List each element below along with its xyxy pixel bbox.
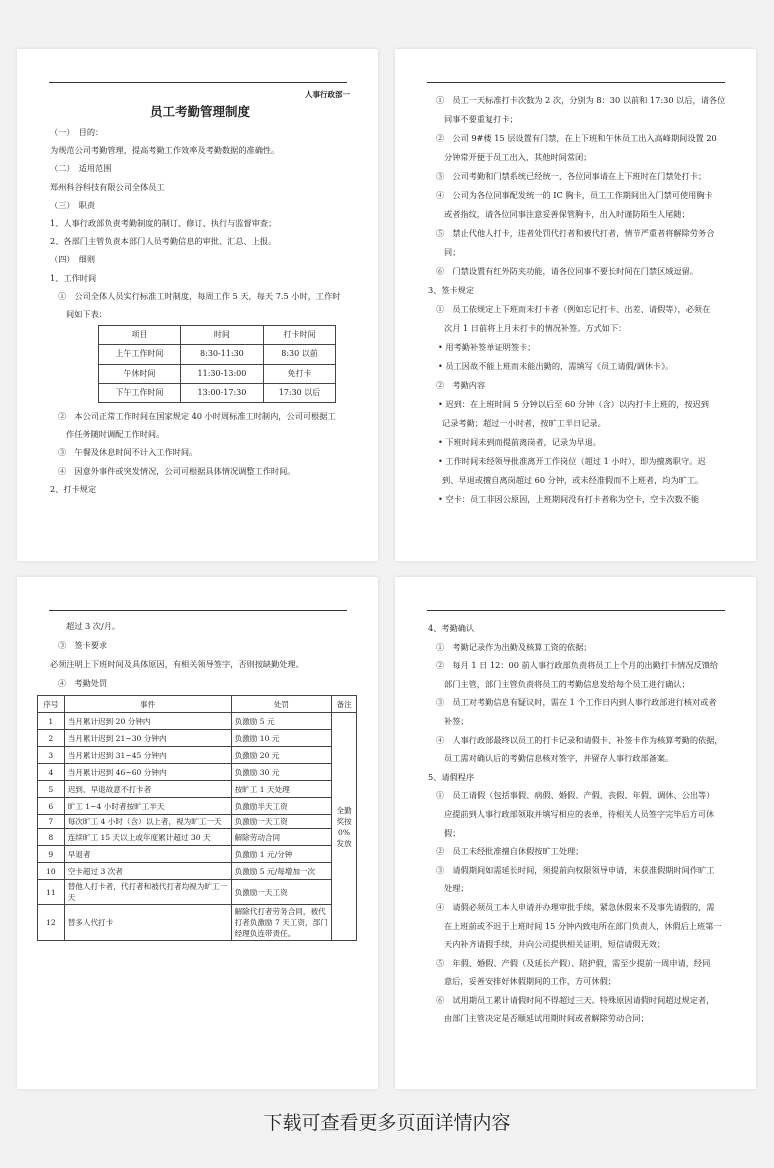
- document-page-2: [395, 49, 756, 561]
- paragraph: 分钟常开便于员工出入，其他时间常闭；: [444, 152, 592, 162]
- table-header-cell: 打卡时间: [263, 326, 335, 345]
- header-rule: [49, 82, 347, 83]
- bullet-item: • 下班时间未到而提前离岗者，记录为早退。: [438, 437, 601, 447]
- table-cell: 5: [38, 781, 65, 798]
- paragraph: 次月 1 日前将上月未打卡的情况补签。方式如下：: [444, 323, 627, 333]
- paragraph: 记录考勤；超过一小时者，按旷工半日记录。: [442, 418, 606, 428]
- table-cell: 空卡超过 3 次者: [64, 863, 231, 880]
- table-cell: 每次旷工 4 小时（含）以上者，视为旷工一天: [64, 815, 231, 829]
- paragraph: ① 考勤记录作为出勤及核算工资的依据；: [436, 641, 592, 652]
- table-row: [38, 846, 357, 863]
- table-cell: 8: [38, 829, 65, 846]
- remark-cell: 全勤奖按 0%发放: [332, 713, 357, 941]
- bullet-item: • 工作时间未经领导批准离开工作岗位（超过 1 小时），即为擅离职守。迟: [438, 456, 706, 466]
- paragraph: 假；: [444, 827, 461, 838]
- paragraph: 同；: [444, 247, 461, 257]
- table-cell: 旷工 1~4 小时者按旷工半天: [64, 798, 231, 815]
- paragraph: ③ 公司考勤和门禁系统已经统一，各位同事请在上下班时在门禁处打卡；: [436, 171, 707, 181]
- section-rules: （四） 细则: [50, 254, 96, 265]
- table-row: [38, 815, 357, 829]
- paragraph: ② 考勤内容: [436, 380, 486, 390]
- table-cell: 6: [38, 798, 65, 815]
- paragraph: ③ 请假期间如需延长时间，须提前向权限领导申请，未获准假期时间作旷工: [436, 864, 715, 875]
- table-row: [38, 730, 357, 747]
- paragraph: 为规范公司考勤管理，提高考勤工作效率及考勤数据的准确性。: [50, 145, 280, 156]
- paragraph: 必须注明上下班时间及具体原因，有相关领导签字，否则按缺勤处理。: [50, 659, 304, 669]
- table-row: [99, 345, 336, 364]
- paragraph: ① 员工依规定上下班而未打卡者（例如忘记打卡、出差、请假等），必须在: [436, 304, 711, 314]
- penalty-table: [37, 695, 357, 941]
- paragraph: ④ 因意外事件或突发情况，公司可根据具体情况调整工作时间。: [58, 465, 296, 476]
- table-row: [38, 798, 357, 815]
- table-cell: 当月累计迟到 20 分钟内: [64, 713, 231, 730]
- department-label: 人事行政部一: [305, 90, 350, 99]
- subsection-heading: 2、打卡规定: [50, 483, 97, 494]
- paragraph: ⑥ 门禁设置有红外防夹功能，请各位同事不要长时间在门禁区域逗留。: [436, 266, 699, 276]
- table-header-cell: 事件: [64, 696, 231, 713]
- paragraph: 意后，妥善安排好休假期间的工作，方可休假；: [444, 976, 616, 987]
- subsection-heading: 5、请假程序: [428, 771, 475, 782]
- table-cell: 当月累计迟到 46~60 分钟内: [64, 764, 231, 781]
- table-cell: 负激励一天工资: [231, 880, 332, 905]
- paragraph: 应提前到人事行政部领取并填写相应的表单，待相关人员签字完毕后方可休: [444, 808, 715, 819]
- paragraph: 部门主管，部门主管负责将员工的考勤信息发给每个员工进行确认；: [444, 678, 690, 689]
- table-cell: 迟到、早退故意不打卡者: [64, 781, 231, 798]
- table-cell: 替他人打卡者，代打者和被代打者均视为旷工一天: [64, 880, 231, 905]
- table-cell: 17:30 以后: [263, 383, 335, 402]
- header-rule: [427, 82, 725, 83]
- table-cell: 4: [38, 764, 65, 781]
- subsection-heading: 1、工作时间: [50, 272, 97, 283]
- document-page-4: [395, 577, 756, 1089]
- section-duties: （三） 职责: [50, 199, 96, 210]
- paragraph: 2、各部门主管负责本部门人员考勤信息的审批、汇总、上报。: [50, 236, 277, 247]
- paragraph: ⑤ 禁止代他人打卡，违者处罚代打者和被代打者，情节严重者将解除劳务合: [436, 228, 715, 238]
- paragraph: ③ 午餐及休息时间不计入工作时间。: [58, 447, 198, 458]
- table-cell: 负激励 10 元: [231, 730, 332, 747]
- paragraph: 间如下表：: [66, 309, 107, 320]
- paragraph: 天内补齐请假手续，并向公司提供相关证明，短信请假无效；: [444, 939, 666, 950]
- table-row: [38, 764, 357, 781]
- table-row: [38, 829, 357, 846]
- table-cell: 免打卡: [263, 364, 335, 383]
- paragraph: ④ 人事行政部最终以员工的打卡记录和请假卡、补签卡作为核算考勤的依据，: [436, 734, 723, 745]
- table-row: [99, 383, 336, 402]
- table-cell: 下午工作时间: [99, 383, 181, 402]
- paragraph: ② 本公司正常工作时间在国家规定 40 小时周标准工时制内，公司可根据工: [58, 411, 336, 422]
- table-cell: 负激励 30 元: [231, 764, 332, 781]
- table-cell: 7: [38, 815, 65, 829]
- table-cell: 当月累计迟到 31~45 分钟内: [64, 747, 231, 764]
- paragraph: ④ 请假必须员工本人申请并办理审批手续，紧急休假来不及事先请假的，需: [436, 901, 715, 912]
- paragraph: 到、早退或擅自离岗超过 60 分钟，或未经准假而不上班者，均为旷工。: [442, 475, 704, 485]
- section-scope: （二） 适用范围: [50, 163, 112, 174]
- section-purpose: （一） 目的：: [50, 127, 104, 137]
- paragraph: 在上班前或不迟于上班时间 15 分钟内致电所在部门负责人，休假后上班第一: [444, 920, 722, 931]
- paragraph: ⑥ 试用期员工累计请假时间不得超过三天。特殊原因请假时间超过规定者，: [436, 994, 715, 1005]
- table-cell: 负激励 1 元/分钟: [231, 846, 332, 863]
- paragraph: 或者指纹，请各位同事注意妥善保管胸卡，出入时谨防陌生人尾随；: [444, 209, 690, 219]
- table-row: [38, 905, 357, 941]
- download-more-caption[interactable]: 下载可查看更多页面详情内容: [263, 1112, 511, 1134]
- paragraph: ① 员工一天标准打卡次数为 2 次，分别为 8：30 以前和 17:30 以后，请各位: [436, 95, 726, 105]
- table-cell: 解除代打者劳务合同，被代打者负激励 7 天工资，部门经理负连带责任。: [231, 905, 332, 941]
- table-cell: 午休时间: [99, 364, 181, 383]
- table-cell: 13:00-17:30: [180, 383, 263, 402]
- table-header-cell: 序号: [38, 696, 65, 713]
- bullet-item: • 用考勤补签单证明签卡；: [438, 342, 536, 352]
- table-cell: 负激励 5 元/每增加一次: [231, 863, 332, 880]
- header-rule: [427, 610, 725, 611]
- paragraph: 超过 3 次/月。: [66, 621, 121, 631]
- paragraph: 同事不要重复打卡；: [444, 114, 518, 124]
- paragraph: 作任务随时调配工作时间。: [66, 429, 165, 440]
- table-cell: 负激励 20 元: [231, 747, 332, 764]
- table-cell: 按旷工 1 天处理: [231, 781, 332, 798]
- header-rule: [49, 610, 347, 611]
- paragraph: ① 公司全体人员实行标准工时制度，每周工作 5 天，每天 7.5 小时，工作时: [58, 290, 341, 301]
- paragraph: ② 员工未经批准擅自休假按旷工处理；: [436, 846, 584, 857]
- page-title: 员工考勤管理制度: [149, 104, 250, 119]
- paragraph: ① 员工请假（包括事假、病假、婚假、产假、丧假、年假、调休、公出等）: [436, 790, 715, 801]
- table-row: [38, 781, 357, 798]
- paragraph: ⑤ 年假、婚假、产假（及延长产假）、陪护假，需至少提前一周申请，经同: [436, 957, 711, 968]
- table-cell: 11: [38, 880, 65, 905]
- work-time-table: [98, 325, 336, 403]
- table-cell: 3: [38, 747, 65, 764]
- table-cell: 连续旷工 15 天以上或年度累计超过 30 天: [64, 829, 231, 846]
- table-row: [38, 713, 357, 730]
- paragraph: ④ 公司为各位同事配发统一的 IC 胸卡，员工工作期间出入门禁可使用胸卡: [436, 190, 713, 200]
- table-header-row: [99, 326, 336, 345]
- paragraph: 郑州科谷科技有限公司全体员工: [50, 181, 165, 192]
- subsection-heading: 3、签卡规定: [428, 285, 475, 295]
- table-cell: 8:30-11:30: [180, 345, 263, 364]
- bullet-item: • 迟到：在上班时间 5 分钟以后至 60 分钟（含）以内打卡上班的，按迟到: [438, 399, 709, 409]
- document-page-1: [17, 49, 378, 561]
- paragraph: ③ 签卡要求: [58, 640, 108, 650]
- table-cell: 解除劳动合同: [231, 829, 332, 846]
- bullet-item: • 员工因故不能上班而未能出勤的，需填写《员工请假/调休卡》。: [438, 361, 674, 371]
- paragraph: ④ 考勤处罚: [58, 678, 108, 688]
- table-cell: 早退者: [64, 846, 231, 863]
- paragraph: ② 公司 9#楼 15 层设置有门禁，在上下班和午休员工出入高峰期间设置 20: [436, 133, 717, 143]
- table-header-cell: 项目: [99, 326, 181, 345]
- table-cell: 8:30 以前: [263, 345, 335, 364]
- table-cell: 12: [38, 905, 65, 941]
- paragraph: 处理；: [444, 883, 469, 894]
- paragraph: 员工需对确认后的考勤信息核对签字，并留存人事行政部备案。: [444, 753, 674, 764]
- paragraph: 1、人事行政部负责考勤制度的制订、修订、执行与监督审查；: [50, 218, 277, 229]
- paragraph: ② 每月 1 日 12：00 前人事行政部负责将员工上个月的出勤打卡情况反馈给: [436, 660, 719, 671]
- table-cell: 10: [38, 863, 65, 880]
- bullet-item: • 空卡：员工非因公原因，上班期间没有打卡者称为空卡，空卡次数不能: [438, 494, 700, 504]
- table-cell: 2: [38, 730, 65, 747]
- table-cell: 替多人代打卡: [64, 905, 231, 941]
- table-header-cell: 时间: [180, 326, 263, 345]
- table-cell: 9: [38, 846, 65, 863]
- table-header-cell: 处罚: [231, 696, 332, 713]
- table-cell: 11:30-13:00: [180, 364, 263, 383]
- paragraph: ③ 员工对考勤信息有疑议时，需在 1 个工作日内到人事行政部进行核对或者: [436, 697, 717, 708]
- table-row: [38, 863, 357, 880]
- table-cell: 当月累计迟到 21~30 分钟内: [64, 730, 231, 747]
- table-header-cell: 备注: [332, 696, 357, 713]
- paragraph: 补签；: [444, 715, 469, 726]
- table-row: [99, 364, 336, 383]
- document-page-3: [17, 577, 378, 1089]
- table-cell: 上午工作时间: [99, 345, 181, 364]
- table-row: [38, 880, 357, 905]
- table-cell: 负激励半天工资: [231, 798, 332, 815]
- table-cell: 负激励 5 元: [231, 713, 332, 730]
- table-row: [38, 747, 357, 764]
- table-header-row: [38, 696, 357, 713]
- subsection-heading: 4、考勤确认: [428, 623, 475, 633]
- paragraph: 由部门主管决定是否顺延试用期时间或者解除劳动合同；: [444, 1013, 649, 1024]
- table-cell: 1: [38, 713, 65, 730]
- table-cell: 负激励一天工资: [231, 815, 332, 829]
